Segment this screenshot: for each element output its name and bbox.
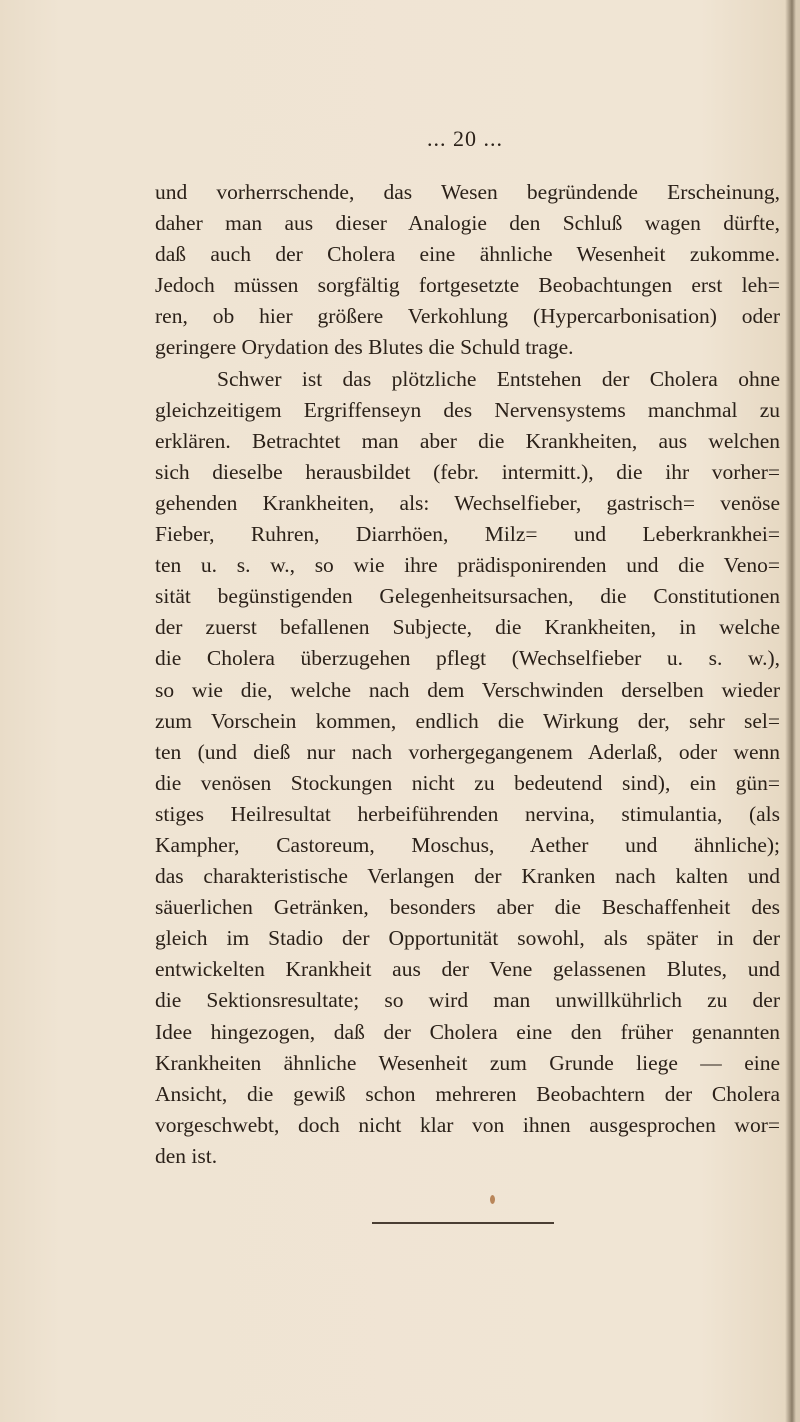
- section-divider: [372, 1222, 554, 1224]
- text-line: zum Vorschein kommen, endlich die Wirkung der, sehr sel=: [155, 708, 780, 733]
- page-number: ... 20 ...: [427, 126, 503, 151]
- text-line: Jedoch müssen sorgfältig fortgesetzte Beobachtungen erst leh=: [155, 273, 780, 298]
- text-line: das charakteristische Verlangen der Kranken nach kalten und: [155, 864, 780, 889]
- text-line: der zuerst befallenen Subjecte, die Krankheiten, in welche: [155, 615, 780, 640]
- text-line: stiges Heilresultat herbeiführenden nervina, stimulantia, (als: [155, 801, 780, 826]
- text-line: erklären. Betrachtet man aber die Krankheiten, aus welchen: [155, 428, 780, 453]
- text-line: Idee hingezogen, daß der Cholera eine den früher genannten: [155, 1019, 780, 1044]
- text-line: Schwer ist das plötzliche Entstehen der Cholera ohne: [217, 366, 780, 391]
- text-line: gehenden Krankheiten, als: Wechselfieber, gastrisch= venöse: [155, 490, 780, 515]
- text-line: die Sektionsresultate; so wird man unwillkührlich zu der: [155, 988, 780, 1013]
- text-line: geringere Orydation des Blutes die Schuld trage.: [155, 335, 574, 360]
- text-line: sität begünstigenden Gelegenheitsursachen, die Constitutionen: [155, 584, 780, 609]
- text-line: Fieber, Ruhren, Diarrhöen, Milz= und Leberkrankhei=: [155, 522, 780, 547]
- paper-stain: [490, 1195, 495, 1204]
- text-line: die Cholera überzugehen pflegt (Wechselfieber u. s. w.),: [155, 646, 780, 671]
- text-line: Kampher, Castoreum, Moschus, Aether und ähnliche);: [155, 832, 780, 857]
- text-line: vorgeschwebt, doch nicht klar von ihnen ausgesprochen wor=: [155, 1112, 780, 1137]
- text-line: sich dieselbe herausbildet (febr. intermitt.), die ihr vorher=: [155, 459, 780, 484]
- text-line: so wie die, welche nach dem Verschwinden derselben wieder: [155, 677, 780, 702]
- text-line: gleichzeitigem Ergriffenseyn des Nervensystems manchmal zu: [155, 397, 780, 422]
- text-line: ren, ob hier größere Verkohlung (Hypercarbonisation) oder: [155, 304, 780, 329]
- text-line: entwickelten Krankheit aus der Vene gelassenen Blutes, und: [155, 957, 780, 982]
- text-line: ten (und dieß nur nach vorhergegangenem Aderlaß, oder wenn: [155, 739, 780, 764]
- body-text: [155, 177, 780, 1172]
- text-line: die venösen Stockungen nicht zu bedeutend sind), ein gün=: [155, 770, 780, 795]
- text-line: Ansicht, die gewiß schon mehreren Beobachtern der Cholera: [155, 1081, 780, 1106]
- text-line: daß auch der Cholera eine ähnliche Wesenheit zukomme.: [155, 242, 780, 267]
- text-line: und vorherrschende, das Wesen begründende Erscheinung,: [155, 180, 780, 204]
- text-line: ten u. s. w., so wie ihre prädisponirenden und die Veno=: [155, 553, 780, 578]
- text-line: den ist.: [155, 1143, 218, 1168]
- text-line: Krankheiten ähnliche Wesenheit zum Grunde liege — eine: [155, 1050, 780, 1075]
- text-line: säuerlichen Getränken, besonders aber die Beschaffenheit des: [155, 895, 780, 920]
- text-line: gleich im Stadio der Opportunität sowohl, als später in der: [155, 926, 780, 951]
- text-line: daher man aus dieser Analogie den Schluß wagen dürfte,: [155, 211, 780, 236]
